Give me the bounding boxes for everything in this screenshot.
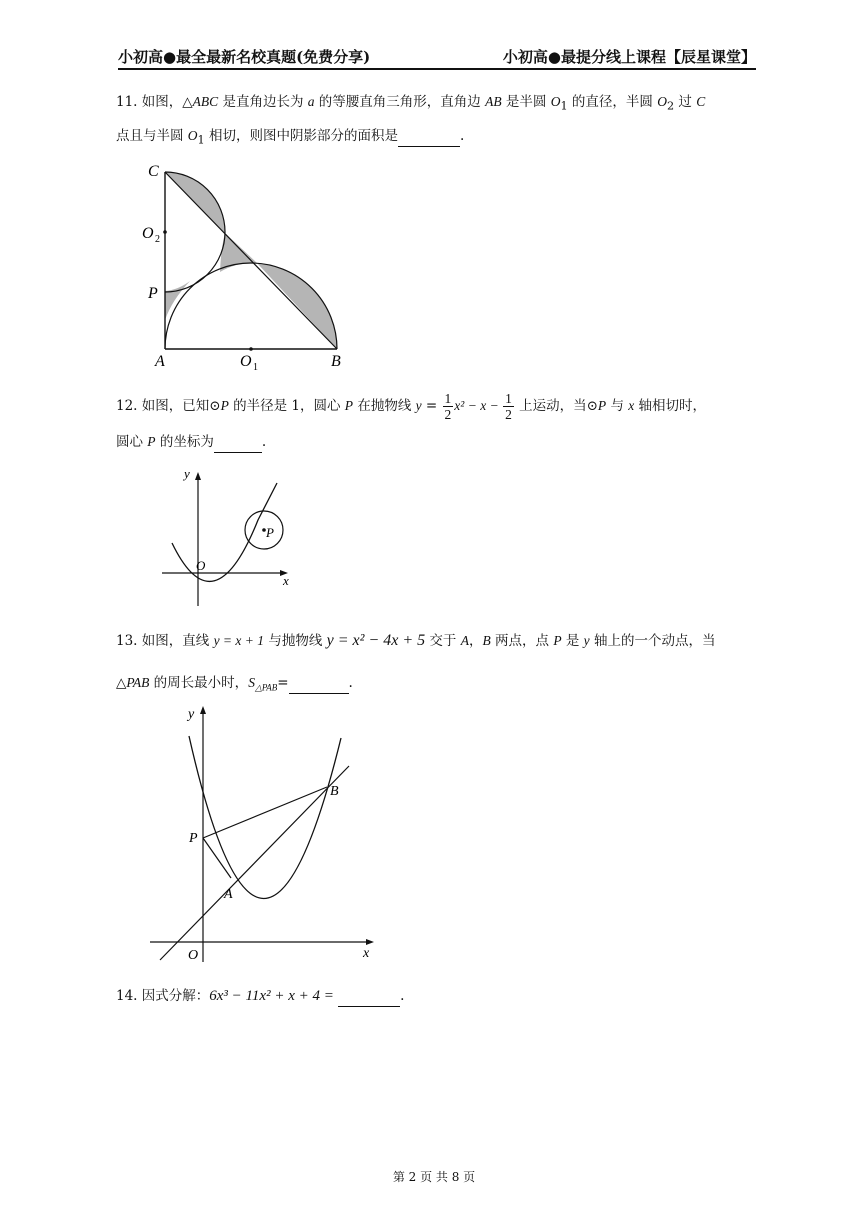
answer-blank[interactable]: [398, 126, 460, 147]
label-O1: O: [240, 353, 252, 370]
q13-figure: [145, 702, 380, 970]
label-B: B: [330, 784, 339, 799]
answer-blank[interactable]: [214, 432, 262, 453]
q14-line: 14. 因式分解：6x³ − 11x² + x + 4 = .: [116, 986, 404, 1007]
answer-blank[interactable]: [289, 673, 349, 694]
header-right: 小初高●最提分线上课程【辰星课堂】: [502, 48, 756, 66]
label-A: A: [224, 887, 233, 902]
label-x: x: [363, 946, 370, 961]
label-O1-sub: 1: [253, 362, 258, 370]
page-footer: 第 2 页 共 8 页: [392, 1170, 476, 1184]
label-C: C: [148, 163, 159, 180]
label-B: B: [331, 353, 341, 370]
q11-line2: 点且与半圆 $O_1$ 相切，则图中阴影部分的面积是 .: [116, 128, 465, 147]
label-A: A: [155, 353, 165, 370]
q12-figure: [158, 462, 298, 610]
q13-line1: 13. 如图，直线 y = x + 1 与抛物线 y = x² − 4x + 5 交于 A，B 两点，点 P 是 y 轴上的一个动点，当: [116, 632, 716, 649]
label-x: x: [283, 573, 289, 588]
label-P: P: [148, 285, 158, 302]
q12-line2: 圆心 P 的坐标为 .: [116, 432, 266, 453]
label-O: O: [188, 948, 199, 963]
q12-line1: 12. 如图，已知⊙P 的半径是 1，圆心 P 在抛物线 y = $\frac{1}{2}$ x² − x − $\frac{1}{2}$ 上运动，当⊙P 与 x 轴相切时，: [116, 391, 707, 422]
label-O2: O: [142, 225, 154, 242]
q11-line1: 11. 如图，△ABC 是直角边长为 a 的等腰直角三角形，直角边 AB 是半圆 $O_1$ 的直径，半圆 $O_2$ 过 C: [116, 94, 706, 113]
header-left: 小初高●最全最新名校真题(免费分享): [118, 48, 371, 66]
label-O: O: [196, 558, 206, 573]
label-y: y: [188, 707, 195, 722]
label-P: P: [189, 831, 198, 846]
q11-figure: [140, 155, 360, 370]
label-y: y: [184, 466, 190, 481]
answer-blank[interactable]: [338, 986, 400, 1007]
label-O2-sub: 2: [155, 234, 160, 245]
q13-line2: △PAB 的周长最小时，$S_{\triangle PAB}=$ .: [116, 675, 353, 693]
label-P: P: [266, 525, 274, 540]
page-header: [118, 46, 756, 70]
